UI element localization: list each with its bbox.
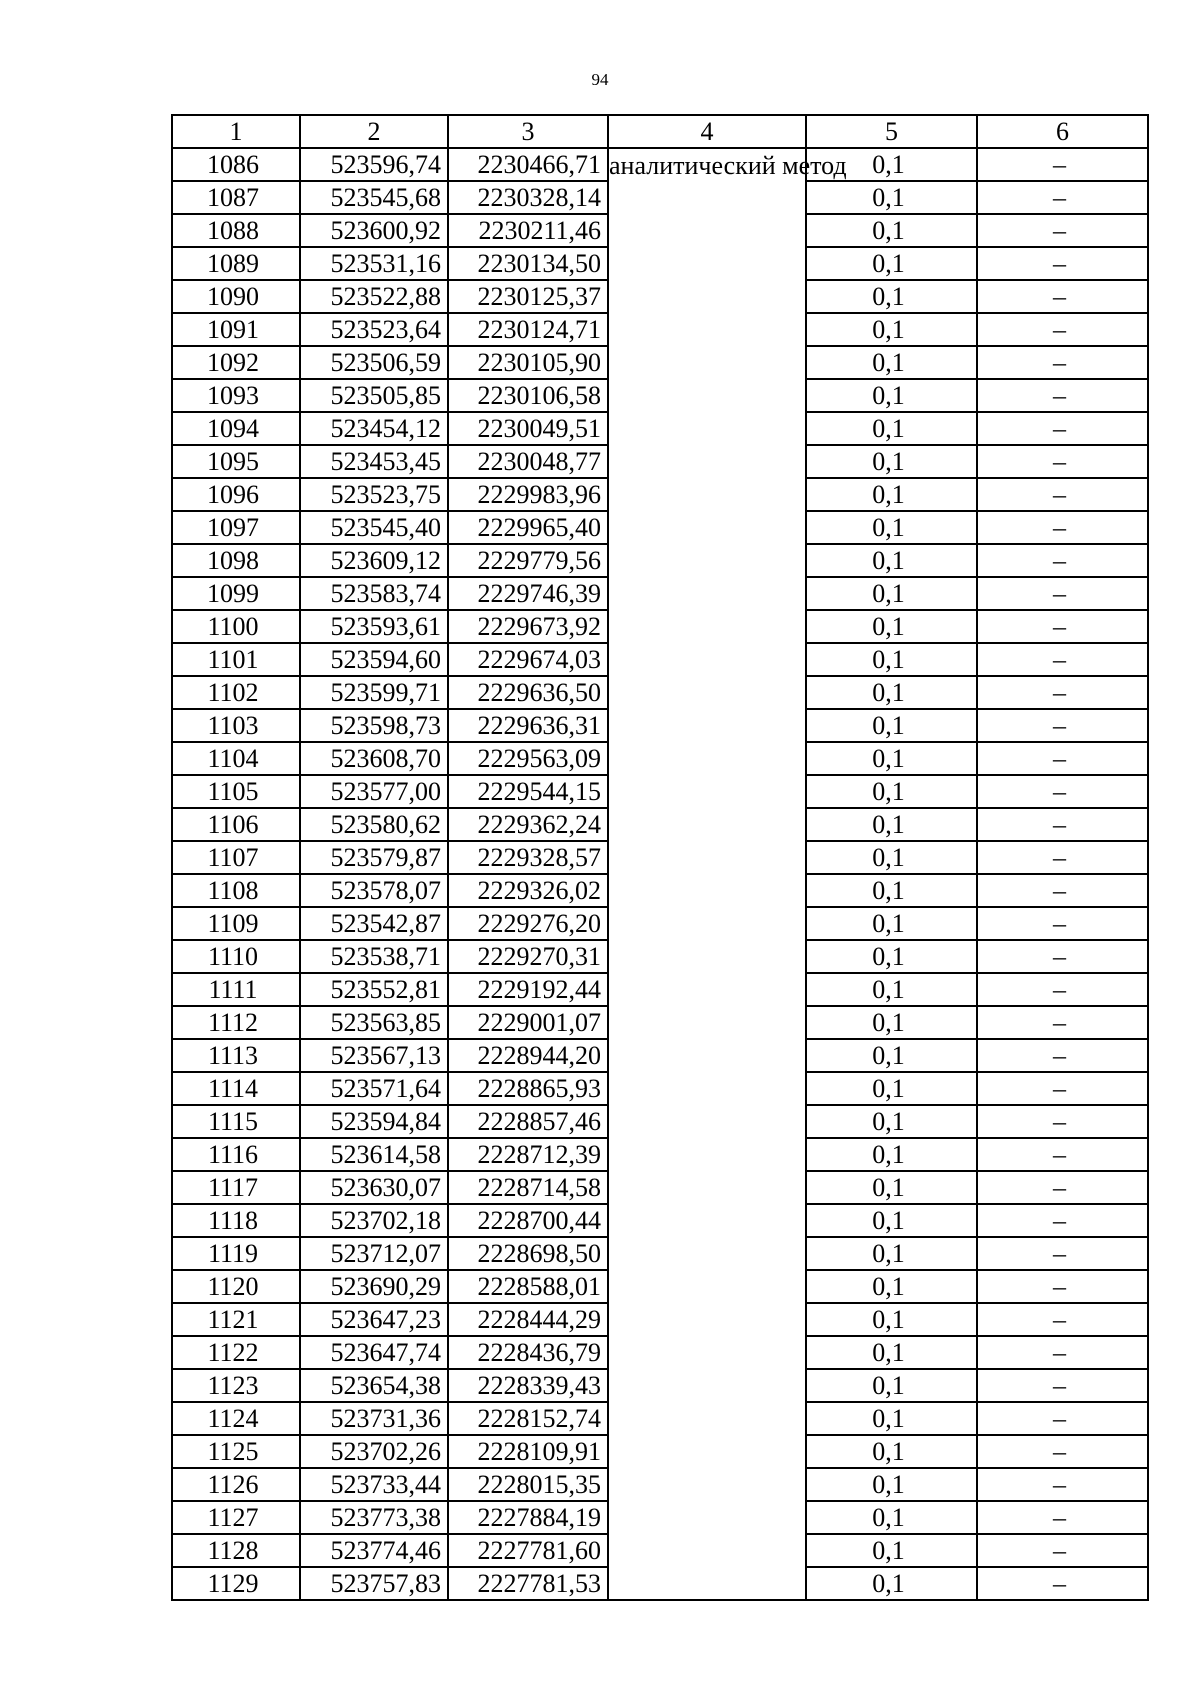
coordinate-y: 2229636,50 <box>448 676 608 709</box>
coordinate-x: 523702,18 <box>300 1204 448 1237</box>
coordinate-x: 523596,74 <box>300 148 448 181</box>
accuracy-value: 0,1 <box>806 1468 977 1501</box>
coordinate-x: 523654,38 <box>300 1369 448 1402</box>
point-number: 1096 <box>172 478 300 511</box>
coordinate-y: 2227884,19 <box>448 1501 608 1534</box>
note-value: – <box>977 1369 1148 1402</box>
note-value: – <box>977 148 1148 181</box>
column-header-2: 2 <box>300 115 448 148</box>
point-number: 1108 <box>172 874 300 907</box>
note-value: – <box>977 214 1148 247</box>
coordinate-y: 2229965,40 <box>448 511 608 544</box>
accuracy-value: 0,1 <box>806 1270 977 1303</box>
coordinates-table <box>171 114 1149 1601</box>
column-header-3: 3 <box>448 115 608 148</box>
coordinate-x: 523579,87 <box>300 841 448 874</box>
note-value: – <box>977 1105 1148 1138</box>
accuracy-value: 0,1 <box>806 1435 977 1468</box>
note-value: – <box>977 247 1148 280</box>
accuracy-value: 0,1 <box>806 643 977 676</box>
note-value: – <box>977 907 1148 940</box>
coordinate-y: 2228436,79 <box>448 1336 608 1369</box>
coordinate-y: 2227781,60 <box>448 1534 608 1567</box>
coordinate-y: 2228865,93 <box>448 1072 608 1105</box>
coordinate-y: 2228339,43 <box>448 1369 608 1402</box>
table-row <box>172 148 1148 181</box>
point-number: 1086 <box>172 148 300 181</box>
accuracy-value: 0,1 <box>806 709 977 742</box>
accuracy-value: 0,1 <box>806 544 977 577</box>
coordinate-y: 2230106,58 <box>448 379 608 412</box>
coordinate-y: 2229001,07 <box>448 1006 608 1039</box>
note-value: – <box>977 1138 1148 1171</box>
coordinate-x: 523647,23 <box>300 1303 448 1336</box>
accuracy-value: 0,1 <box>806 1237 977 1270</box>
note-value: – <box>977 379 1148 412</box>
point-number: 1103 <box>172 709 300 742</box>
point-number: 1095 <box>172 445 300 478</box>
note-value: – <box>977 1006 1148 1039</box>
note-value: – <box>977 676 1148 709</box>
coordinate-x: 523583,74 <box>300 577 448 610</box>
note-value: – <box>977 1336 1148 1369</box>
accuracy-value: 0,1 <box>806 610 977 643</box>
coordinate-y: 2229636,31 <box>448 709 608 742</box>
point-number: 1124 <box>172 1402 300 1435</box>
accuracy-value: 0,1 <box>806 379 977 412</box>
point-number: 1126 <box>172 1468 300 1501</box>
accuracy-value: 0,1 <box>806 214 977 247</box>
point-number: 1110 <box>172 940 300 973</box>
point-number: 1104 <box>172 742 300 775</box>
point-number: 1087 <box>172 181 300 214</box>
table-body <box>172 148 1148 1600</box>
accuracy-value: 0,1 <box>806 1006 977 1039</box>
coordinate-y: 2229674,03 <box>448 643 608 676</box>
note-value: – <box>977 1402 1148 1435</box>
coordinate-x: 523453,45 <box>300 445 448 478</box>
column-header-1: 1 <box>172 115 300 148</box>
coordinate-x: 523599,71 <box>300 676 448 709</box>
accuracy-value: 0,1 <box>806 346 977 379</box>
note-value: – <box>977 1468 1148 1501</box>
note-value: – <box>977 1435 1148 1468</box>
coordinate-x: 523773,38 <box>300 1501 448 1534</box>
coordinate-y: 2228444,29 <box>448 1303 608 1336</box>
accuracy-value: 0,1 <box>806 181 977 214</box>
note-value: – <box>977 1171 1148 1204</box>
note-value: – <box>977 1039 1148 1072</box>
note-value: – <box>977 1303 1148 1336</box>
point-number: 1123 <box>172 1369 300 1402</box>
coordinate-x: 523774,46 <box>300 1534 448 1567</box>
coordinate-y: 2228152,74 <box>448 1402 608 1435</box>
coordinate-x: 523580,62 <box>300 808 448 841</box>
coordinate-y: 2227781,53 <box>448 1567 608 1600</box>
coordinate-y: 2228588,01 <box>448 1270 608 1303</box>
note-value: – <box>977 1204 1148 1237</box>
point-number: 1121 <box>172 1303 300 1336</box>
point-number: 1092 <box>172 346 300 379</box>
coordinate-x: 523757,83 <box>300 1567 448 1600</box>
note-value: – <box>977 1534 1148 1567</box>
point-number: 1107 <box>172 841 300 874</box>
note-value: – <box>977 478 1148 511</box>
column-header-6: 6 <box>977 115 1148 148</box>
coordinate-x: 523594,60 <box>300 643 448 676</box>
point-number: 1088 <box>172 214 300 247</box>
accuracy-value: 0,1 <box>806 1303 977 1336</box>
note-value: – <box>977 181 1148 214</box>
coordinate-x: 523506,59 <box>300 346 448 379</box>
note-value: – <box>977 808 1148 841</box>
point-number: 1105 <box>172 775 300 808</box>
note-value: – <box>977 1072 1148 1105</box>
coordinate-y: 2229563,09 <box>448 742 608 775</box>
coordinate-y: 2229192,44 <box>448 973 608 1006</box>
coordinate-x: 523731,36 <box>300 1402 448 1435</box>
note-value: – <box>977 940 1148 973</box>
accuracy-value: 0,1 <box>806 907 977 940</box>
point-number: 1094 <box>172 412 300 445</box>
accuracy-value: 0,1 <box>806 445 977 478</box>
point-number: 1102 <box>172 676 300 709</box>
point-number: 1109 <box>172 907 300 940</box>
note-value: – <box>977 346 1148 379</box>
coordinate-y: 2228698,50 <box>448 1237 608 1270</box>
coordinate-x: 523454,12 <box>300 412 448 445</box>
coordinate-x: 523567,13 <box>300 1039 448 1072</box>
coordinate-x: 523522,88 <box>300 280 448 313</box>
coordinate-x: 523577,00 <box>300 775 448 808</box>
note-value: – <box>977 643 1148 676</box>
column-header-5: 5 <box>806 115 977 148</box>
coordinate-x: 523609,12 <box>300 544 448 577</box>
coordinate-y: 2228857,46 <box>448 1105 608 1138</box>
accuracy-value: 0,1 <box>806 808 977 841</box>
coordinate-y: 2230328,14 <box>448 181 608 214</box>
coordinate-y: 2230125,37 <box>448 280 608 313</box>
coordinate-y: 2229276,20 <box>448 907 608 940</box>
accuracy-value: 0,1 <box>806 1105 977 1138</box>
coordinate-y: 2229673,92 <box>448 610 608 643</box>
note-value: – <box>977 1237 1148 1270</box>
note-value: – <box>977 709 1148 742</box>
note-value: – <box>977 445 1148 478</box>
point-number: 1097 <box>172 511 300 544</box>
point-number: 1115 <box>172 1105 300 1138</box>
coordinate-y: 2228700,44 <box>448 1204 608 1237</box>
accuracy-value: 0,1 <box>806 775 977 808</box>
coordinate-y: 2229326,02 <box>448 874 608 907</box>
accuracy-value: 0,1 <box>806 148 977 181</box>
point-number: 1128 <box>172 1534 300 1567</box>
coordinate-y: 2230211,46 <box>448 214 608 247</box>
coordinate-y: 2229983,96 <box>448 478 608 511</box>
page-number: 94 <box>591 70 609 89</box>
coordinate-x: 523647,74 <box>300 1336 448 1369</box>
coordinate-y: 2228944,20 <box>448 1039 608 1072</box>
note-value: – <box>977 544 1148 577</box>
coordinate-x: 523505,85 <box>300 379 448 412</box>
point-number: 1122 <box>172 1336 300 1369</box>
note-value: – <box>977 742 1148 775</box>
coordinate-x: 523542,87 <box>300 907 448 940</box>
note-value: – <box>977 280 1148 313</box>
accuracy-value: 0,1 <box>806 280 977 313</box>
accuracy-value: 0,1 <box>806 1402 977 1435</box>
accuracy-value: 0,1 <box>806 511 977 544</box>
coordinate-y: 2228712,39 <box>448 1138 608 1171</box>
coordinate-x: 523545,40 <box>300 511 448 544</box>
point-number: 1116 <box>172 1138 300 1171</box>
coordinate-x: 523593,61 <box>300 610 448 643</box>
note-value: – <box>977 973 1148 1006</box>
note-value: – <box>977 511 1148 544</box>
accuracy-value: 0,1 <box>806 478 977 511</box>
point-number: 1091 <box>172 313 300 346</box>
coordinate-x: 523571,64 <box>300 1072 448 1105</box>
note-value: – <box>977 1501 1148 1534</box>
point-number: 1101 <box>172 643 300 676</box>
accuracy-value: 0,1 <box>806 742 977 775</box>
note-value: – <box>977 1270 1148 1303</box>
accuracy-value: 0,1 <box>806 577 977 610</box>
coordinate-y: 2229362,24 <box>448 808 608 841</box>
point-number: 1129 <box>172 1567 300 1600</box>
coordinate-y: 2230049,51 <box>448 412 608 445</box>
accuracy-value: 0,1 <box>806 1072 977 1105</box>
accuracy-value: 0,1 <box>806 1369 977 1402</box>
point-number: 1125 <box>172 1435 300 1468</box>
point-number: 1106 <box>172 808 300 841</box>
point-number: 1090 <box>172 280 300 313</box>
point-number: 1119 <box>172 1237 300 1270</box>
accuracy-value: 0,1 <box>806 874 977 907</box>
coordinate-x: 523552,81 <box>300 973 448 1006</box>
accuracy-value: 0,1 <box>806 676 977 709</box>
table-header-row <box>172 115 1148 148</box>
coordinate-x: 523523,64 <box>300 313 448 346</box>
coordinate-x: 523608,70 <box>300 742 448 775</box>
note-value: – <box>977 412 1148 445</box>
coordinate-x: 523538,71 <box>300 940 448 973</box>
point-number: 1120 <box>172 1270 300 1303</box>
coordinate-y: 2229544,15 <box>448 775 608 808</box>
point-number: 1112 <box>172 1006 300 1039</box>
coordinate-y: 2228714,58 <box>448 1171 608 1204</box>
point-number: 1111 <box>172 973 300 1006</box>
note-value: – <box>977 610 1148 643</box>
note-value: – <box>977 874 1148 907</box>
point-number: 1098 <box>172 544 300 577</box>
coordinate-y: 2230466,71 <box>448 148 608 181</box>
point-number: 1114 <box>172 1072 300 1105</box>
coordinate-y: 2229270,31 <box>448 940 608 973</box>
accuracy-value: 0,1 <box>806 841 977 874</box>
coordinate-y: 2230134,50 <box>448 247 608 280</box>
accuracy-value: 0,1 <box>806 1336 977 1369</box>
accuracy-value: 0,1 <box>806 1204 977 1237</box>
note-value: – <box>977 775 1148 808</box>
accuracy-value: 0,1 <box>806 1567 977 1600</box>
accuracy-value: 0,1 <box>806 247 977 280</box>
coordinate-x: 523630,07 <box>300 1171 448 1204</box>
point-number: 1127 <box>172 1501 300 1534</box>
point-number: 1099 <box>172 577 300 610</box>
note-value: – <box>977 577 1148 610</box>
coordinate-x: 523733,44 <box>300 1468 448 1501</box>
coordinate-y: 2230048,77 <box>448 445 608 478</box>
point-number: 1100 <box>172 610 300 643</box>
coordinate-x: 523712,07 <box>300 1237 448 1270</box>
accuracy-value: 0,1 <box>806 1039 977 1072</box>
coordinate-x: 523594,84 <box>300 1105 448 1138</box>
accuracy-value: 0,1 <box>806 412 977 445</box>
column-header-4: 4 <box>608 115 806 148</box>
accuracy-value: 0,1 <box>806 313 977 346</box>
accuracy-value: 0,1 <box>806 973 977 1006</box>
coordinate-x: 523531,16 <box>300 247 448 280</box>
note-value: – <box>977 841 1148 874</box>
coordinate-y: 2229328,57 <box>448 841 608 874</box>
method-cell: аналитический метод <box>608 148 806 1600</box>
note-value: – <box>977 313 1148 346</box>
point-number: 1093 <box>172 379 300 412</box>
note-value: – <box>977 1567 1148 1600</box>
point-number: 1117 <box>172 1171 300 1204</box>
coordinate-y: 2228109,91 <box>448 1435 608 1468</box>
accuracy-value: 0,1 <box>806 1171 977 1204</box>
coordinate-y: 2228015,35 <box>448 1468 608 1501</box>
coordinate-x: 523545,68 <box>300 181 448 214</box>
accuracy-value: 0,1 <box>806 1534 977 1567</box>
coordinate-x: 523563,85 <box>300 1006 448 1039</box>
point-number: 1089 <box>172 247 300 280</box>
coordinate-x: 523600,92 <box>300 214 448 247</box>
coordinate-x: 523523,75 <box>300 478 448 511</box>
accuracy-value: 0,1 <box>806 940 977 973</box>
coordinate-y: 2230124,71 <box>448 313 608 346</box>
accuracy-value: 0,1 <box>806 1501 977 1534</box>
point-number: 1118 <box>172 1204 300 1237</box>
coordinate-x: 523614,58 <box>300 1138 448 1171</box>
coordinate-x: 523578,07 <box>300 874 448 907</box>
coordinate-y: 2229746,39 <box>448 577 608 610</box>
coordinate-y: 2229779,56 <box>448 544 608 577</box>
accuracy-value: 0,1 <box>806 1138 977 1171</box>
coordinate-y: 2230105,90 <box>448 346 608 379</box>
coordinate-x: 523690,29 <box>300 1270 448 1303</box>
coordinate-x: 523702,26 <box>300 1435 448 1468</box>
coordinate-x: 523598,73 <box>300 709 448 742</box>
point-number: 1113 <box>172 1039 300 1072</box>
